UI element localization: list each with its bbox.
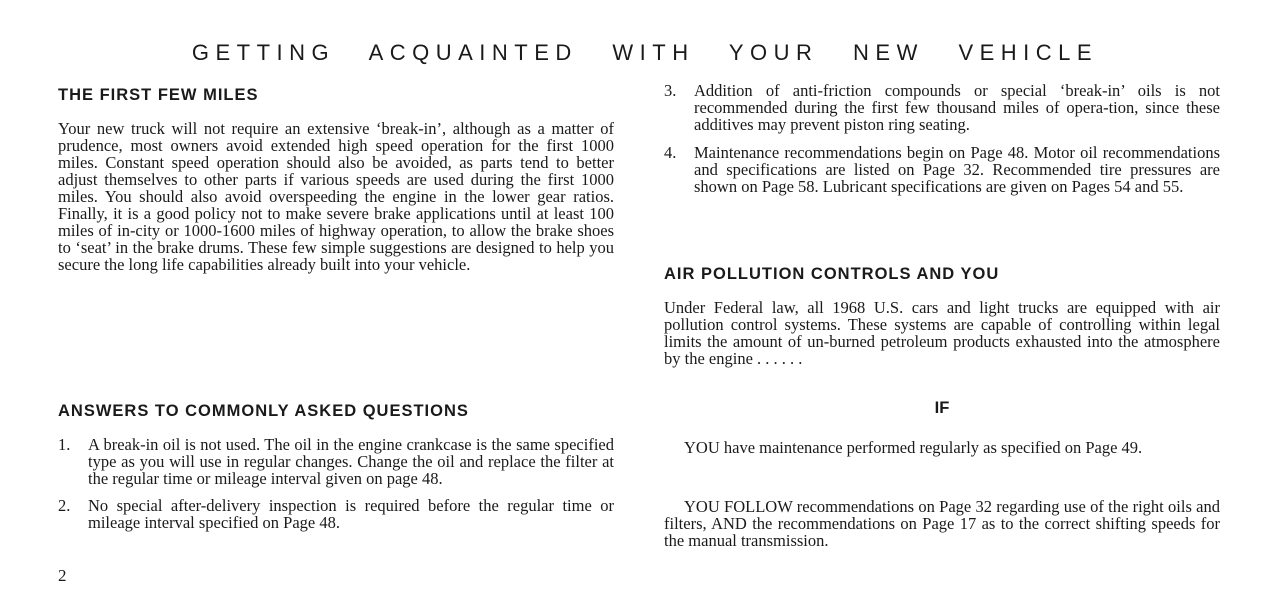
- list-item: [58, 497, 614, 531]
- page-number: 2: [58, 566, 67, 585]
- list-item-text: Addition of anti-friction compounds or special ‘break-in’ oils is not recommended during the first few thousand miles of opera-tion, since these additives may prevent piston ring seating.: [694, 81, 1220, 134]
- section-heading-air-pollution: AIR POLLUTION CONTROLS AND YOU: [664, 265, 1000, 283]
- list-item-text: No special after-delivery inspection is required before the regular time or mileage interval specified on Page 48.: [88, 496, 614, 532]
- answers-list-right: [664, 82, 1220, 195]
- list-item: [664, 144, 1220, 195]
- section-heading-answers: ANSWERS TO COMMONLY ASKED QUESTIONS: [58, 402, 469, 420]
- air-pollution-paragraph: Under Federal law, all 1968 U.S. cars and light trucks are equipped with air pollution control systems. These systems are capable of controlling within legal limits the amount of un-burned petroleum products exhausted into the atmosphere by the engine . . . . . .: [664, 298, 1220, 368]
- list-item-text: A break-in oil is not used. The oil in the engine crankcase is the same specified type as you will use in regular changes. Change the oil and replace the filter at the regular time or mileage interval given on page 48.: [88, 435, 614, 488]
- list-item-number: 1.: [58, 435, 71, 454]
- list-item-number: 4.: [664, 143, 677, 162]
- list-item-number: 2.: [58, 496, 71, 515]
- list-item: [58, 436, 614, 487]
- list-item-text: Maintenance recommendations begin on Page 48. Motor oil recommendations and specifications are listed on Page 32. Recommended tire pressures are shown on Page 58. Lubricant specifications are given on Pages 54 and 55.: [694, 143, 1220, 196]
- list-item: [664, 82, 1220, 133]
- if-heading: IF: [934, 399, 950, 417]
- page-title: GETTING ACQUAINTED WITH YOUR NEW VEHICLE: [191, 40, 1099, 65]
- list-item-number: 3.: [664, 81, 677, 100]
- section-heading-first-few-miles: THE FIRST FEW MILES: [58, 86, 259, 104]
- if-paragraph-oils: YOU FOLLOW recommendations on Page 32 regarding use of the right oils and filters, AND the recommendations on Page 17 as to the correct shifting speeds for the manual transmission.: [664, 497, 1220, 550]
- if-paragraph-maintenance: YOU have maintenance performed regularly as specified on Page 49.: [684, 438, 1143, 457]
- answers-list-left: [58, 436, 614, 531]
- first-few-miles-paragraph: Your new truck will not require an extensive ‘break-in’, although as a matter of prudence, most owners avoid extended high speed operation for the first 1000 miles. Constant speed operation should also be avoided, as parts tend to better adjust themselves to other parts if various speeds are used during the first 1000 miles. You should also avoid overspeeding the engine in the lower gear ratios. Finally, it is a good policy not to make severe brake applications until at least 100 miles of in-city or 1000-1600 miles of highway operation, to allow the brake shoes to ‘seat’ in the brake drums. These few simple suggestions are designed to help you secure the long life capabilities already built into your vehicle.: [58, 119, 614, 274]
